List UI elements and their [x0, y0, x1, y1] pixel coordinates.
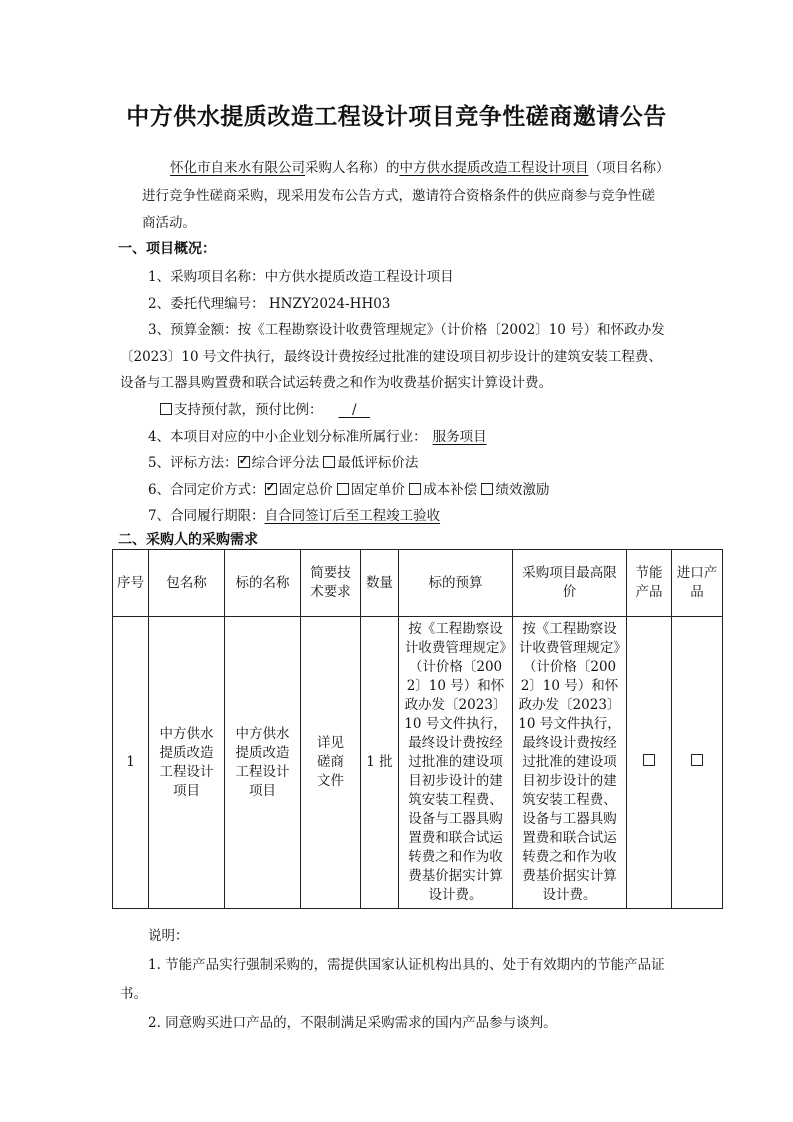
prepay-row: [160, 398, 373, 418]
item-project-name: 1、采购项目名称：中方供水提质改造工程设计项目: [148, 269, 454, 285]
header-imported: 进口产品: [672, 550, 723, 617]
evaluation-comprehensive-label: 综合评分法: [251, 455, 320, 471]
header-tech: 简要技术要求: [301, 550, 361, 617]
project-name: 中方供水提质改造工程设计项目: [399, 160, 589, 176]
header-budget: 标的预算: [399, 550, 513, 617]
notes-label: 说明：: [148, 928, 189, 944]
cell-max-price: 按《工程勘察设计收费管理规定》（计价格〔2002〕10 号）和怀政办发〔2023〕10 号文件执行，最终设计费按经过批准的建设项目初步设计的建筑安装工程费、设备与工器具购置费和联合试运转费之和作为收费基价据实计算设计费。: [513, 617, 627, 909]
pricing-fixed-unit-checkbox[interactable]: [337, 483, 349, 495]
table-header-row: [113, 550, 723, 617]
requirements-table: [112, 549, 723, 909]
header-qty: 数量: [361, 550, 399, 617]
industry-value: 服务项目: [432, 429, 487, 445]
cell-subject: 中方供水提质改造工程设计项目: [225, 617, 301, 909]
note-1-line-1: 1. 节能产品实行强制采购的，需提供国家认证机构出具的、处于有效期内的节能产品证: [148, 957, 665, 973]
project-suffix: （项目名称）: [588, 160, 670, 176]
item-budget-line-2: 〔2023〕10 号文件执行，最终设计费按经过批准的建设项目初步设计的建筑安装工程费、: [120, 349, 662, 365]
pricing-performance-checkbox[interactable]: [481, 483, 493, 495]
evaluation-lowest-checkbox[interactable]: [323, 456, 335, 468]
purchaser-suffix: 采购人名称）的: [305, 160, 400, 176]
cell-budget: 按《工程勘察设计收费管理规定》（计价格〔2002〕10 号）和怀政办发〔2023〕10 号文件执行，最终设计费按经过批准的建设项目初步设计的建筑安装工程费、设备与工器具购置费和联合试运转费之和作为收费基价据实计算设计费。: [399, 617, 513, 909]
evaluation-label: 5、评标方法：: [148, 455, 238, 471]
prepay-value: /: [338, 402, 371, 418]
industry-row: [148, 425, 493, 445]
item-budget-line-1: 3、预算金额：按《工程勘察设计收费管理规定》（计价格〔2002〕10 号）和怀政办发: [148, 322, 665, 338]
evaluation-row: [148, 451, 418, 471]
cell-qty: 1 批: [361, 617, 399, 909]
cell-imported: [672, 617, 723, 909]
term-value: 自合同签订后至工程竣工验收: [264, 508, 441, 524]
purchaser-name: 怀化市自来水有限公司: [170, 160, 305, 176]
evaluation-lowest-label: 最低评标价法: [337, 455, 419, 471]
cell-tech: 详见磋商文件: [301, 617, 361, 909]
term-row: [148, 504, 440, 524]
cell-energy-saving: [627, 617, 672, 909]
pricing-label: 6、合同定价方式：: [148, 482, 265, 498]
header-energy-saving: 节能产品: [627, 550, 672, 617]
item-agent-code: 2、委托代理编号： HNZY2024-HH03: [148, 296, 391, 312]
imported-checkbox[interactable]: [691, 754, 703, 766]
header-max-price: 采购项目最高限价: [513, 550, 627, 617]
header-no: 序号: [113, 550, 149, 617]
item-budget-line-3: 设备与工器具购置费和联合试运转费之和作为收费基价据实计算设计费。: [120, 375, 552, 391]
energy-saving-checkbox[interactable]: [643, 754, 655, 766]
evaluation-comprehensive-checkbox[interactable]: [238, 456, 250, 468]
pricing-fixed-total-checkbox[interactable]: [265, 483, 277, 495]
header-subject: 标的名称: [225, 550, 301, 617]
header-package: 包名称: [149, 550, 225, 617]
prepay-label: 支持预付款，预付比例：: [174, 402, 323, 418]
table-row: [113, 617, 723, 909]
cell-no: 1: [113, 617, 149, 909]
intro-line-2: 进行竞争性磋商采购，现采用发布公告方式，邀请符合资格条件的供应商参与竞争性磋: [142, 188, 655, 204]
prepay-checkbox[interactable]: [160, 403, 172, 415]
document-title: 中方供水提质改造工程设计项目竞争性磋商邀请公告: [126, 104, 667, 130]
pricing-row: [148, 478, 549, 498]
pricing-performance-label: 绩效激励: [495, 482, 550, 498]
cell-package: 中方供水提质改造工程设计项目: [149, 617, 225, 909]
pricing-cost-label: 成本补偿: [423, 482, 478, 498]
intro-line-1: [170, 156, 670, 176]
term-label: 7、合同履行期限：: [148, 508, 265, 524]
section1-heading: 一、项目概况：: [118, 241, 216, 257]
pricing-fixed-unit-label: 固定单价: [350, 482, 405, 498]
industry-label: 4、本项目对应的中小企业划分标准所属行业：: [148, 429, 427, 445]
intro-line-3: 商活动。: [142, 215, 196, 231]
note-1-line-2: 书。: [120, 986, 147, 1002]
section2-heading: 二、采购人的采购需求: [118, 532, 258, 548]
pricing-fixed-total-label: 固定总价: [278, 482, 333, 498]
note-2: 2. 同意购买进口产品的，不限制满足采购需求的国内产品参与谈判。: [148, 1015, 557, 1031]
pricing-cost-checkbox[interactable]: [409, 483, 421, 495]
